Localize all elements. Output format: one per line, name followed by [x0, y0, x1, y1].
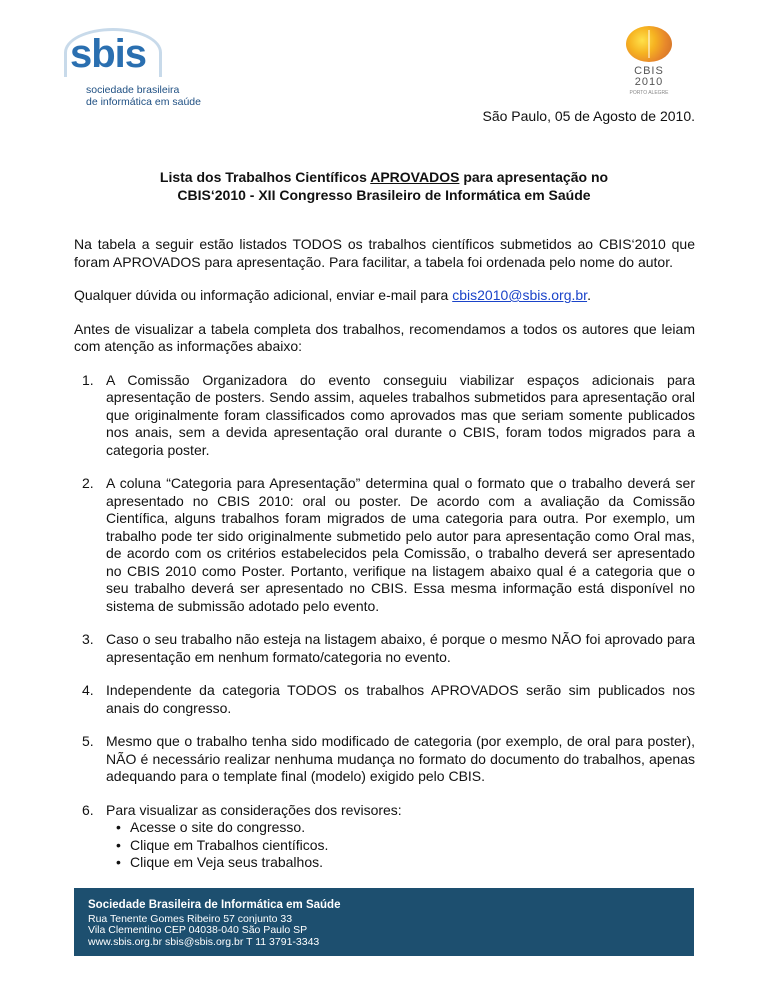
bullet-item: • Clique em Veja seus trabalhos.	[116, 854, 695, 872]
sbis-wordmark: sbis	[70, 32, 147, 76]
footer-city: Vila Clementino CEP 04038-040 São Paulo SP	[88, 924, 308, 936]
list-number: 5.	[82, 733, 94, 749]
list-item-text: A coluna “Categoria para Apresentação” determina qual o formato que o trabalho deverá ser apresentado no CBIS 2010: oral ou poster. De acordo com a avaliação da Comissão Científica, alguns trabalhos foram migrados de uma categoria para outra. Por exemplo, um trabalho pode ter sido originalmente submetido pelo autor para apresentação como Oral mas, de acordo com os critérios estabelecidos pela Comissão, o trabalho deverá ser apresentado no CBIS 2010 como Poster. Portanto, verifique na listagem abaixo qual é a categoria que o seu trabalho deverá ser apresentado no CBIS. Essa mesma informação está disponível no sistema de submissão adotado pelo evento.	[106, 475, 695, 614]
list-number: 2.	[82, 475, 94, 491]
cbis-logo-line2: 2010	[634, 76, 664, 88]
footer-banner	[74, 888, 694, 956]
contact-text: Qualquer dúvida ou informação adicional, enviar e-mail para	[74, 287, 453, 303]
reviewer-steps-list	[106, 819, 695, 872]
list-item-text: Independente da categoria TODOS os trabalhos APROVADOS serão sim publicados nos anais do congresso.	[106, 682, 695, 716]
list-number: 6.	[82, 801, 94, 818]
footer-org-name: Sociedade Brasileira de Informática em Saúde	[88, 899, 341, 911]
cbis-logo-line1: CBIS	[634, 65, 664, 77]
notice-paragraph: Antes de visualizar a tabela completa dos trabalhos, recomendamos a todos os autores que leiam com atenção as informações abaixo:	[74, 320, 695, 354]
list-item-text: Para visualizar as considerações dos revisores:	[106, 801, 402, 818]
list-item	[82, 631, 695, 666]
contact-paragraph	[74, 287, 695, 305]
brain-icon	[626, 26, 672, 62]
instructions-list	[74, 372, 695, 872]
footer-contacts: www.sbis.org.br sbis@sbis.org.br T 11 3791-3343	[88, 935, 320, 948]
title-line1-end: para apresentação no	[459, 169, 609, 185]
list-item-text: Mesmo que o trabalho tenha sido modificado de categoria (por exemplo, de oral para poster), NÃO é necessário realizar nenhuma mudança no formato do documento do trabalhos, apenas adequando para o template final (modelo) exigido pelo CBIS.	[106, 733, 695, 784]
list-item	[82, 372, 695, 460]
title-line1-start: Lista dos Trabalhos Científicos	[159, 169, 371, 185]
intro-paragraph: Na tabela a seguir estão listados TODOS os trabalhos científicos submetidos ao CBIS‘2010 que foram APROVADOS para apresentação. Para facilitar, a tabela foi ordenada pelo nome do autor.	[74, 236, 695, 270]
title-line2: CBIS‘2010 - XII Congresso Brasileiro de Informática em Saúde	[177, 187, 591, 203]
sbis-logo-line1: sociedade brasileira	[86, 84, 180, 96]
list-number: 3.	[82, 631, 94, 647]
sbis-logo-line2: de informática em saúde	[86, 96, 201, 108]
contact-email-link[interactable]: cbis2010@sbis.org.br	[452, 287, 588, 303]
cbis-logo-city: PORTO ALEGRE	[629, 90, 669, 96]
list-item	[82, 475, 695, 615]
footer-address	[88, 900, 340, 948]
document-date: São Paulo, 05 de Agosto de 2010.	[482, 108, 695, 124]
cbis-logo-name	[612, 66, 686, 88]
list-number: 1.	[82, 371, 94, 388]
document-title	[74, 168, 694, 204]
list-item	[82, 682, 695, 717]
list-item	[82, 802, 695, 872]
list-item-text: Caso o seu trabalho não esteja na listagem abaixo, é porque o mesmo NÃO foi aprovado para apresentação em nenhum formato/categoria no evento.	[106, 631, 695, 665]
bullet-item: • Clique em Trabalhos científicos.	[116, 837, 695, 855]
sbis-logo-subtitle	[86, 84, 201, 108]
document-body	[74, 236, 695, 888]
title-emphasis: APROVADOS	[370, 169, 460, 185]
cbis-logo	[612, 20, 686, 96]
sbis-logo	[64, 26, 204, 108]
footer-street: Rua Tenente Gomes Ribeiro 57 conjunto 33	[88, 912, 293, 925]
title-line1	[74, 168, 694, 186]
bullet-item: • Acesse o site do congresso.	[116, 819, 695, 837]
list-item	[82, 733, 695, 786]
list-item-text: A Comissão Organizadora do evento conseguiu viabilizar espaços adicionais para apresentação de posters. Sendo assim, aqueles trabalhos submetidos para apresentação oral que originalmente foram classificados como aprovados mas que seriam somente publicados nos anais, sem a devida apresentação oral durante o CBIS, foram todos migrados para a categoria poster.	[106, 371, 695, 458]
list-number: 4.	[82, 682, 94, 698]
contact-period: .	[587, 287, 591, 303]
